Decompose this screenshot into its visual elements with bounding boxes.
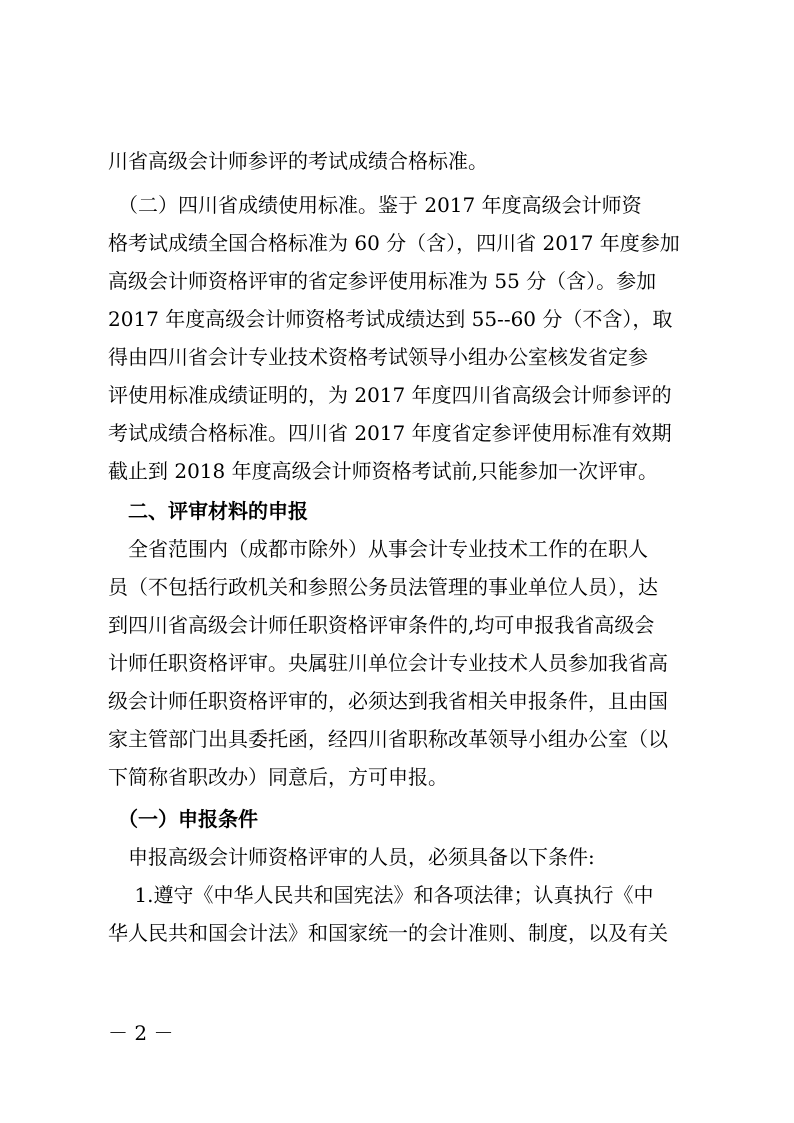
text-line: 得由四川省会计专业技术资格考试领导小组办公室核发省定参 bbox=[108, 345, 648, 369]
text-line: 家主管部门出具委托函，经四川省职称改革领导小组办公室（以 bbox=[108, 727, 668, 751]
text-line: 2017 年度高级会计师资格考试成绩达到 55--60 分（不含），取 bbox=[108, 307, 673, 331]
text-line: 高级会计师资格评审的省定参评使用标准为 55 分（含）。参加 bbox=[108, 269, 657, 293]
subsection-heading: （一）申报条件 bbox=[108, 807, 258, 831]
text-line: （二）四川省成绩使用标准。鉴于 2017 年度高级会计师资 bbox=[108, 193, 642, 217]
text-line: 计师任职资格评审。央属驻川单位会计专业技术人员参加我省高 bbox=[108, 651, 668, 675]
text-line: 级会计师任职资格评审的，必须达到我省相关申报条件，且由国 bbox=[108, 689, 668, 713]
text-line: 华人民共和国会计法》和国家统一的会计准则、制度，以及有关 bbox=[108, 921, 668, 945]
text-line: 川省高级会计师参评的考试成绩合格标准。 bbox=[108, 149, 488, 173]
text-line: 考试成绩合格标准。四川省 2017 年度省定参评使用标准有效期 bbox=[108, 421, 672, 445]
text-line: 评使用标准成绩证明的，为 2017 年度四川省高级会计师参评的 bbox=[108, 383, 672, 407]
text-line: 申报高级会计师资格评审的人员，必须具备以下条件: bbox=[108, 845, 595, 869]
text-line: 截止到 2018 年度高级会计师资格考试前,只能参加一次评审。 bbox=[108, 459, 658, 483]
text-line: 员（不包括行政机关和参照公务员法管理的事业单位人员），达 bbox=[108, 575, 658, 599]
text-line: 1.遵守《中华人民共和国宪法》和各项法律；认真执行《中 bbox=[108, 883, 654, 907]
text-line: 下简称省职改办）同意后，方可申报。 bbox=[108, 765, 448, 789]
text-line: 格考试成绩全国合格标准为 60 分（含），四川省 2017 年度参加 bbox=[108, 231, 680, 255]
text-line: 到四川省高级会计师任职资格评审条件的,均可申报我省高级会 bbox=[108, 613, 655, 637]
page-number: － 2 － bbox=[108, 1021, 174, 1045]
section-heading: 二、评审材料的申报 bbox=[108, 499, 308, 523]
text-line: 全省范围内（成都市除外）从事会计专业技术工作的在职人 bbox=[108, 537, 648, 561]
